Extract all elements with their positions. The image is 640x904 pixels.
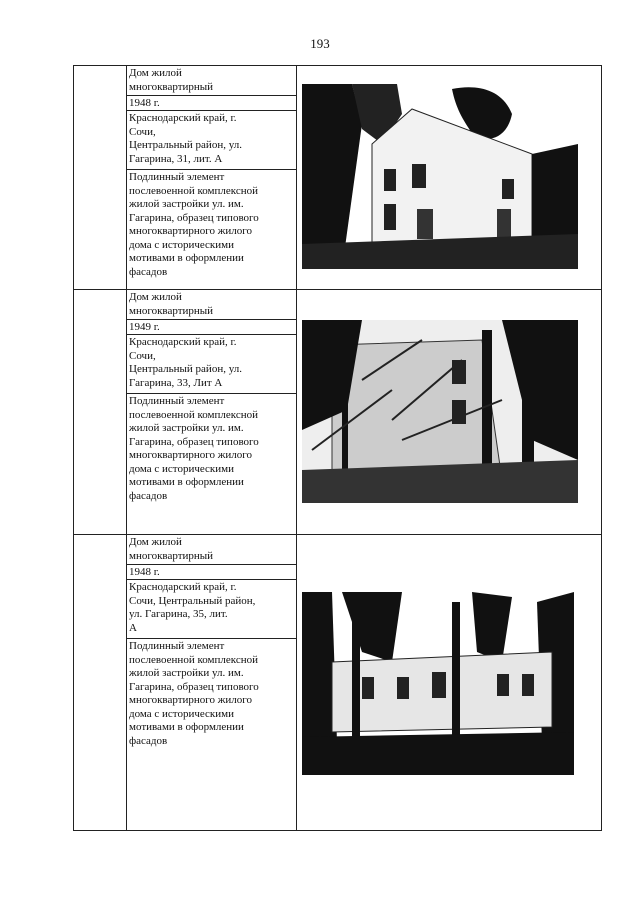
page-number: 193 xyxy=(310,36,330,51)
building-description: Подлинный элемент послевоенной комплексной жилой застройки ул. им. Гагарина, образец типового многоквартирного жилого дома с историческими мотивами в оформлении фасадов xyxy=(129,395,259,502)
heritage-table xyxy=(73,65,602,831)
building-name: Дом жилой многоквартирный xyxy=(129,67,214,93)
building-year: 1949 г. xyxy=(129,321,160,333)
building-year: 1948 г. xyxy=(129,97,160,109)
building-address: Краснодарский край, г. Сочи, Центральный район, ул. Гагарина, 31, лит. А xyxy=(129,112,242,165)
building-photo xyxy=(302,320,578,503)
building-year: 1948 г. xyxy=(129,566,160,578)
building-name: Дом жилой многоквартирный xyxy=(129,536,214,562)
building-description: Подлинный элемент послевоенной комплексной жилой застройки ул. им. Гагарина, образец типового многоквартирного жилого дома с историческими мотивами в оформлении фасадов xyxy=(129,640,259,747)
building-description: Подлинный элемент послевоенной комплексной жилой застройки ул. им. Гагарина, образец типового многоквартирного жилого дома с историческими мотивами в оформлении фасадов xyxy=(129,171,259,278)
column-divider xyxy=(296,66,297,830)
building-name: Дом жилой многоквартирный xyxy=(129,291,214,317)
building-address: Краснодарский край, г. Сочи, Центральный район, ул. Гагарина, 35, лит. А xyxy=(129,581,256,634)
building-address: Краснодарский край, г. Сочи, Центральный район, ул. Гагарина, 33, Лит А xyxy=(129,336,242,389)
building-photo xyxy=(302,592,574,775)
building-photo xyxy=(302,84,578,269)
